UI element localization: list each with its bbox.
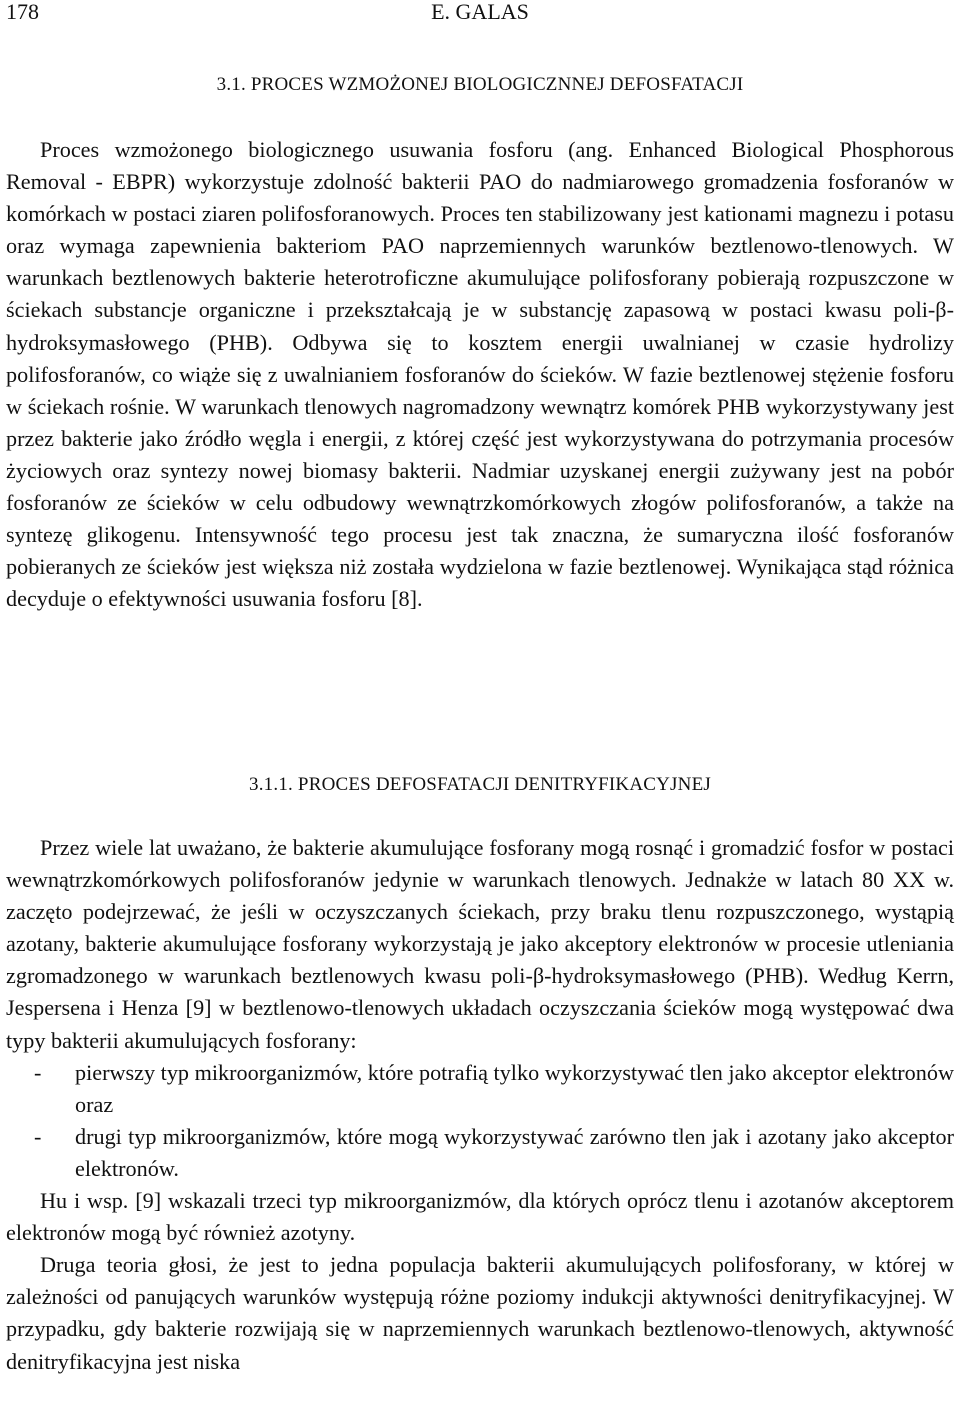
paragraph-ebpr: Proces wzmożonego biologicznego usuwania fosforu (ang. Enhanced Biological Phosphorous Removal - EBPR) wykorzystuje zdolność bakterii PAO do nadmiarowego gromadzenia fosforanów w komórkach w postaci ziaren polifosforanowych. Proces ten stabilizowany jest kationami magnezu i potasu oraz wymaga zapewnienia bakteriom PAO naprzemiennych warunków beztlenowo-tlenowych. W warunkach beztlenowych bakterie heterotroficzne akumulujące polifosforany pobierają rozpuszczone w ściekach substancje organiczne i przekształcają je w substancję zapasową w postaci kwasu poli-β-hydroksymasłowego (PHB). Odbywa się to kosztem energii uwalnianej w czasie hydrolizy polifosforanów, co wiąże się z uwalnianiem fosforanów do ścieków. W fazie beztlenowej stężenie fosforu w ściekach rośnie. W warunkach tlenowych nagromadzony wewnątrz komórek PHB wykorzystywany jest przez bakterie jako źródło węgla i energii, z której część jest wykorzystywana do potrzymania procesów życiowych oraz syntezy nowej biomasy bakterii. Nadmiar uzyskanej energii zużywany jest na pobór fosforanów ze ścieków w celu odbudowy wewnątrzkomórkowych złogów polifosforanów, a także na syntezę glikogenu. Intensywność tego procesu jest tak znaczna, że sumaryczna ilość fosforanów pobieranych ze ścieków jest większa niż została wydzielona w fazie beztlenowej. Wynikająca stąd różnica decyduje o efektywności usuwania fosforu [8]. bbox=[6, 137, 954, 612]
section-heading-3-1-1: 3.1.1. PROCES DEFOSFATACJI DENITRYFIKACYJNEJ bbox=[249, 774, 711, 795]
list-bullet: - bbox=[34, 1059, 42, 1085]
paragraph-hu-third-type: Hu i wsp. [9] wskazali trzeci typ mikroorganizmów, dla których oprócz tlenu i azotanów akceptorem elektronów mogą być również azotyny. bbox=[6, 1188, 954, 1246]
list-item bbox=[6, 1121, 954, 1185]
running-title: E. GALAS bbox=[431, 0, 529, 24]
section-3-1-1-body bbox=[6, 832, 954, 1378]
list-bullet: - bbox=[34, 1123, 42, 1149]
bacteria-types-list bbox=[6, 1057, 954, 1185]
paragraph-second-theory: Druga teoria głosi, że jest to jedna populacja bakterii akumulujących polifosforany, w której w zależności od panujących warunków występują różne poziomy indukcji aktywności denitryfikacyjnej. W przypadku, gdy bakterie rozwijają się w naprzemiennych warunkach beztlenowo-tlenowych, aktywność denitryfikacyjna jest niska bbox=[6, 1252, 954, 1374]
list-item-text: drugi typ mikroorganizmów, które mogą wykorzystywać zarówno tlen jak i azotany jako akceptor elektronów. bbox=[75, 1123, 954, 1181]
section-heading-3-1: 3.1. PROCES WZMOŻONEJ BIOLOGICZNNEJ DEFOSFATACJI bbox=[216, 74, 744, 95]
section-3-1-body bbox=[6, 134, 954, 615]
page-number: 178 bbox=[6, 0, 39, 24]
list-item bbox=[6, 1057, 954, 1121]
list-item-text: pierwszy typ mikroorganizmów, które potrafią tylko wykorzystywać tlen jako akceptor elektronów oraz bbox=[75, 1059, 954, 1117]
paragraph-denitrification-intro: Przez wiele lat uważano, że bakterie akumulujące fosforany mogą rosnąć i gromadzić fosfor w postaci wewnątrzkomórkowych polifosforanów jedynie w warunkach tlenowych. Jednakże w latach 80 XX w. zaczęto podejrzewać, że jeśli w oczyszczanych ściekach, przy braku tlenu rozpuszczonego, wystąpią azotany, bakterie akumulujące fosforany wykorzystają je jako akceptory elektronów w procesie utleniania zgromadzonego w warunkach beztlenowych kwasu poli-β-hydroksymasłowego (PHB). Według Kerrn, Jespersena i Henza [9] w beztlenowo-tlenowych układach oczyszczania ścieków mogą występować dwa typy bakterii akumulujących fosforany: bbox=[6, 835, 954, 1053]
